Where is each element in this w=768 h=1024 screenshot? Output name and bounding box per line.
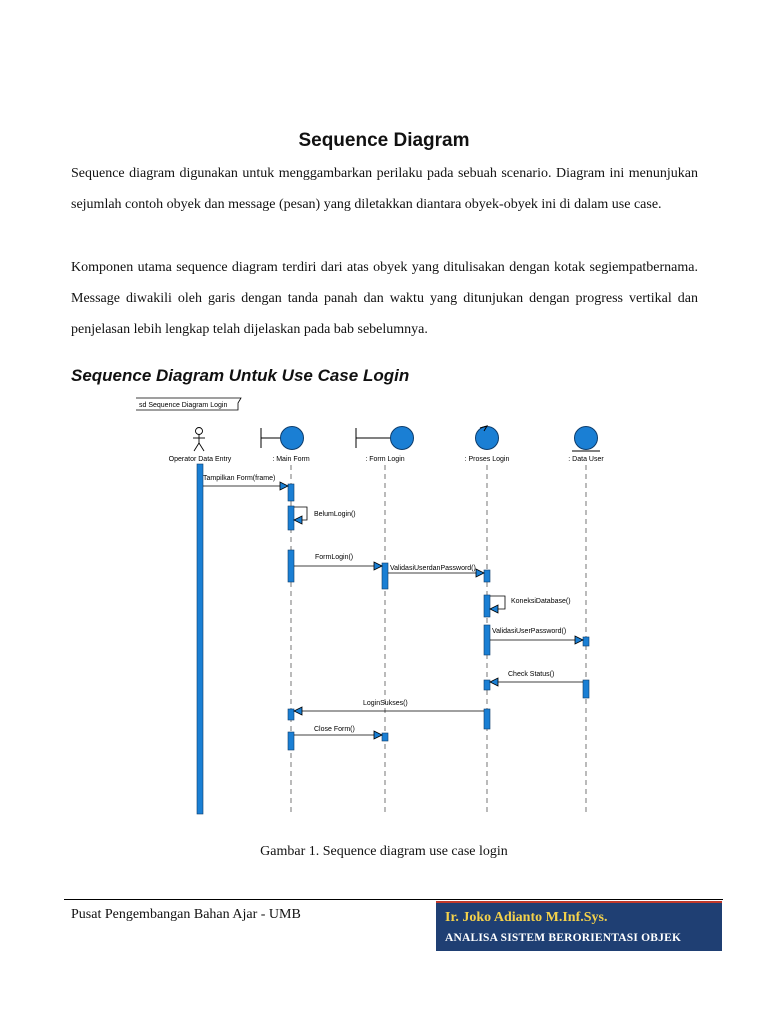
control-icon-proses-login [476, 426, 499, 450]
boundary-icon-main-form [261, 427, 304, 450]
object-label-main-form: : Main Form [272, 456, 310, 463]
message-label-validasi-user-password: ValidasiUserPassword() [492, 628, 567, 635]
object-label-data-user: : Data User [568, 456, 604, 463]
actor-icon [193, 428, 205, 452]
figure-caption: Gambar 1. Sequence diagram use case login [260, 844, 508, 859]
boundary-icon-form-login [356, 427, 414, 450]
message-label-login-sukses: LoginSukses() [363, 700, 408, 707]
message-label-belum-login: BelumLogin() [314, 511, 356, 518]
footer-author-box [436, 901, 722, 951]
section-subtitle: Sequence Diagram Untuk Use Case Login [71, 366, 410, 385]
footer-course: ANALISA SISTEM BERORIENTASI OBJEK [445, 932, 682, 944]
components-paragraph: Komponen utama sequence diagram terdiri dari atas obyek yang ditulisakan dengan kotak segiempatbernama. Message diwakili oleh garis dengan tanda panah dan waktu yang ditunjukan dengan progress vertikal dan penjelasan lebih lengkap telah dijelaskan pada bab sebelumnya. [71, 260, 698, 337]
frame-label-text: sd Sequence Diagram Login [139, 402, 228, 409]
object-label-form-login: : Form Login [365, 456, 405, 463]
object-label-proses-login: : Proses Login [464, 456, 510, 463]
activation-bars [197, 464, 589, 814]
sequence-diagram [130, 392, 630, 822]
message-label-validasi-user-dan-password: ValidasiUserdanPassword() [390, 565, 476, 572]
message-label-check-status: Check Status() [508, 671, 555, 678]
footer-publisher: Pusat Pengembangan Bahan Ajar - UMB [71, 907, 301, 922]
footer-divider [64, 899, 723, 900]
message-label-tampilkan-form: Tampilkan Form(frame) [203, 475, 276, 482]
intro-paragraph: Sequence diagram digunakan untuk menggambarkan perilaku pada sebuah scenario. Diagram ini menunjukan sejumlah contoh obyek dan message (pesan) yang diletakkan diantara obyek-obyek ini di dalam use case. [71, 166, 698, 212]
actor-label: Operator Data Entry [168, 456, 232, 463]
footer-author: Ir. Joko Adianto M.Inf.Sys. [445, 910, 608, 925]
message-label-form-login: FormLogin() [315, 554, 354, 561]
frame-label [136, 398, 241, 410]
message-label-close-form: Close Form() [314, 726, 355, 733]
message-label-koneksi-database: KoneksiDatabase() [511, 598, 571, 605]
entity-icon-data-user [572, 427, 600, 452]
page-title: Sequence Diagram [298, 130, 470, 151]
